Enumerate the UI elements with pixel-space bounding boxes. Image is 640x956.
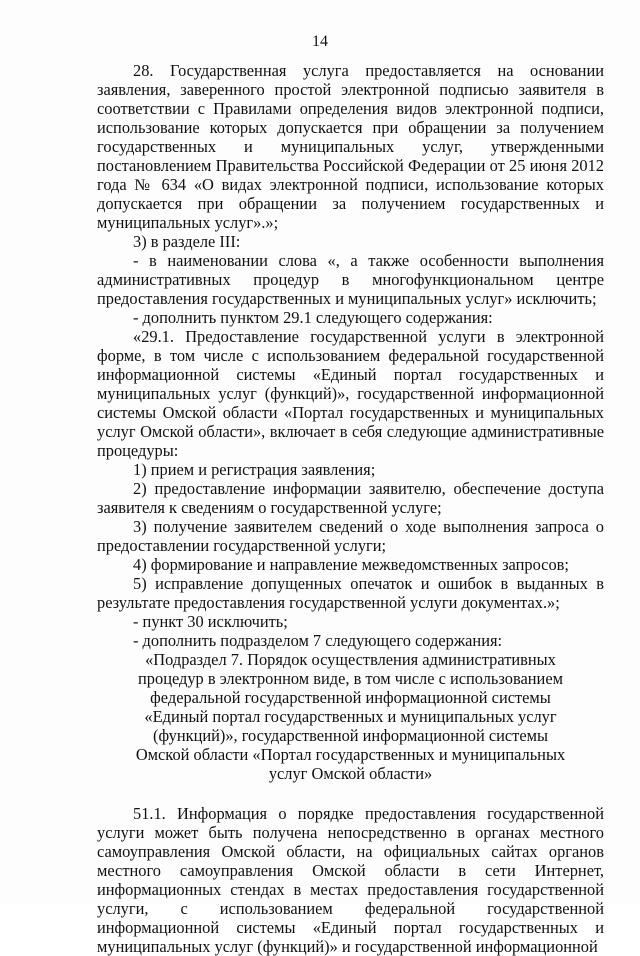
document-body <box>97 61 604 956</box>
paragraph-51-1: 51.1. Информация о порядке предоставления государственной услуги может быть получена непосредственно в органах местного самоуправления Омской области, на официальных сайтах органов местного самоуправления Омской области в сети Интернет, информационных стендах в местах предоставления государственной услуги, с использованием федеральной государственной информационной системы «Единый портал государственных и муниципальных услуг (функций)» и государственной информационной <box>97 804 604 956</box>
list-item-5: 5) исправление допущенных опечаток и ошибок в выданных в результате предоставления государственной услуги документах.»; <box>97 574 604 612</box>
paragraph-29-1: «29.1. Предоставление государственной услуги в электронной форме, в том числе с использованием федеральной государственной информационной системы «Единый портал государственных и муниципальных услуг (функций)», государственной информационной системы Омской области «Портал государственных и муниципальных услуг Омской области», включает в себя следующие административные процедуры: <box>97 327 604 460</box>
spacer <box>97 783 604 804</box>
paragraph-section-3: 3) в разделе III: <box>133 232 241 251</box>
page-number: 14 <box>312 33 328 50</box>
list-item-4: 4) формирование и направление межведомственных запросов; <box>133 555 569 574</box>
paragraph-add-subsection-7: - дополнить подразделом 7 следующего содержания: <box>133 631 503 650</box>
paragraph-28: 28. Государственная услуга предоставляется на основании заявления, заверенного простой электронной подписью заявителя в соответствии с Правилами определения видов электронной подписи, использование которых допускается при обращении за получением государственных и муниципальных услуг, утвержденными постановлением Правительства Российской Федерации от 25 июня 2012 года № 634 «О видах электронной подписи, использование которых допускается при обращении за получением государственных и муниципальных услуг».»; <box>97 61 604 232</box>
list-item-2: 2) предоставление информации заявителю, обеспечение доступа заявителя к сведениям о государственной услуге; <box>97 479 604 517</box>
list-item-3: 3) получение заявителем сведений о ходе выполнения запроса о предоставлении государственной услуги; <box>97 517 604 555</box>
paragraph-title-change: - в наименовании слова «, а также особенности выполнения административных процедур в многофункциональном центре предоставления государственных и муниципальных услуг» исключить; <box>97 251 604 308</box>
list-item-1: 1) прием и регистрация заявления; <box>133 460 376 479</box>
subsection-heading: «Подраздел 7. Порядок осуществления административных процедур в электронном виде, в том числе с использованием федеральной государственной информационной системы «Единый портал государственных и муниципальных услуг (функций)», государственной информационной системы Омской области «Портал государственных и муниципальных услуг Омской области» <box>135 650 566 783</box>
paragraph-add-29-1: - дополнить пунктом 29.1 следующего содержания: <box>133 308 493 327</box>
paragraph-exclude-30: - пункт 30 исключить; <box>133 612 288 631</box>
